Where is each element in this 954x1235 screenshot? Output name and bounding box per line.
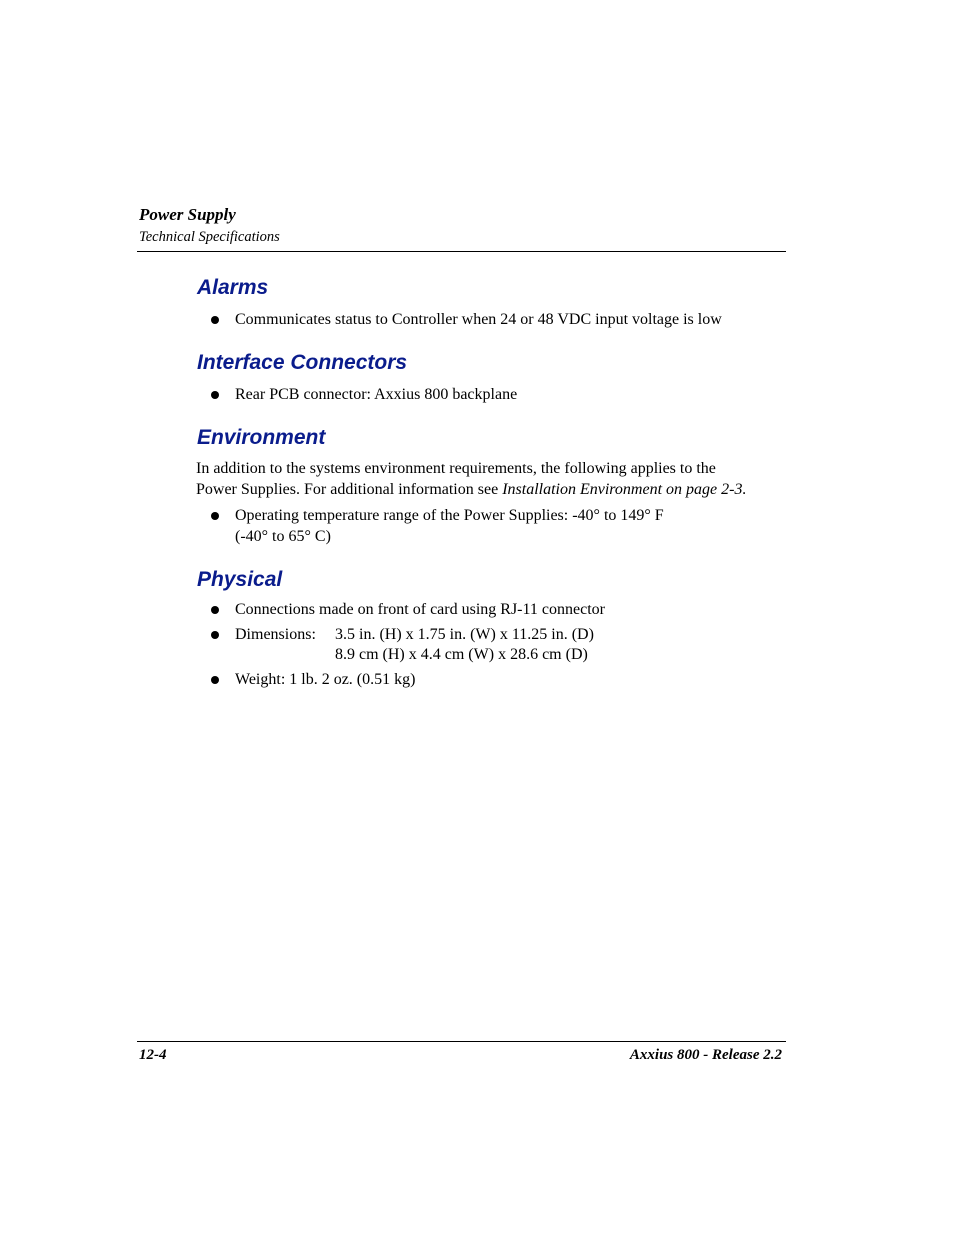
bullet-icon (211, 316, 219, 324)
footer-document-title: Axxius 800 - Release 2.2 (629, 1047, 782, 1063)
dimensions-label: Dimensions: (235, 626, 316, 643)
section-heading-environment: Environment (197, 426, 326, 449)
paragraph-line: Power Supplies. For additional information see (196, 481, 503, 498)
page-number: 12-4 (139, 1047, 167, 1063)
list-item-text: Operating temperature range of the Power Supplies: -40° to 149° F (235, 507, 664, 524)
footer-rule (137, 1041, 786, 1042)
paragraph-period: . (742, 481, 747, 498)
list-item-text-continuation: (-40° to 65° C) (235, 528, 331, 545)
list-item-text: Rear PCB connector: Axxius 800 backplane (235, 386, 518, 403)
section-heading-interface-connectors: Interface Connectors (197, 351, 408, 374)
dimensions-metric: 8.9 cm (H) x 4.4 cm (W) x 28.6 cm (D) (335, 646, 588, 663)
cross-reference-link[interactable]: Installation Environment on page 2-3 (502, 481, 743, 498)
list-item-text: Weight: 1 lb. 2 oz. (0.51 kg) (235, 671, 416, 688)
running-header-subtitle: Technical Specifications (139, 229, 280, 245)
bullet-icon (211, 606, 219, 614)
paragraph-line: In addition to the systems environment requirements, the following applies to the (196, 460, 716, 477)
section-heading-physical: Physical (197, 568, 283, 591)
running-header-title: Power Supply (139, 205, 236, 224)
section-heading-alarms: Alarms (197, 276, 269, 299)
list-item-text: Connections made on front of card using RJ-11 connector (235, 601, 605, 618)
list-item-text: Communicates status to Controller when 24 or 48 VDC input voltage is low (235, 311, 722, 328)
bullet-icon (211, 676, 219, 684)
header-rule (137, 251, 786, 252)
environment-paragraph (196, 458, 796, 500)
dimensions-imperial: 3.5 in. (H) x 1.75 in. (W) x 11.25 in. (D) (335, 626, 594, 643)
bullet-icon (211, 512, 219, 520)
bullet-icon (211, 391, 219, 399)
bullet-icon (211, 631, 219, 639)
